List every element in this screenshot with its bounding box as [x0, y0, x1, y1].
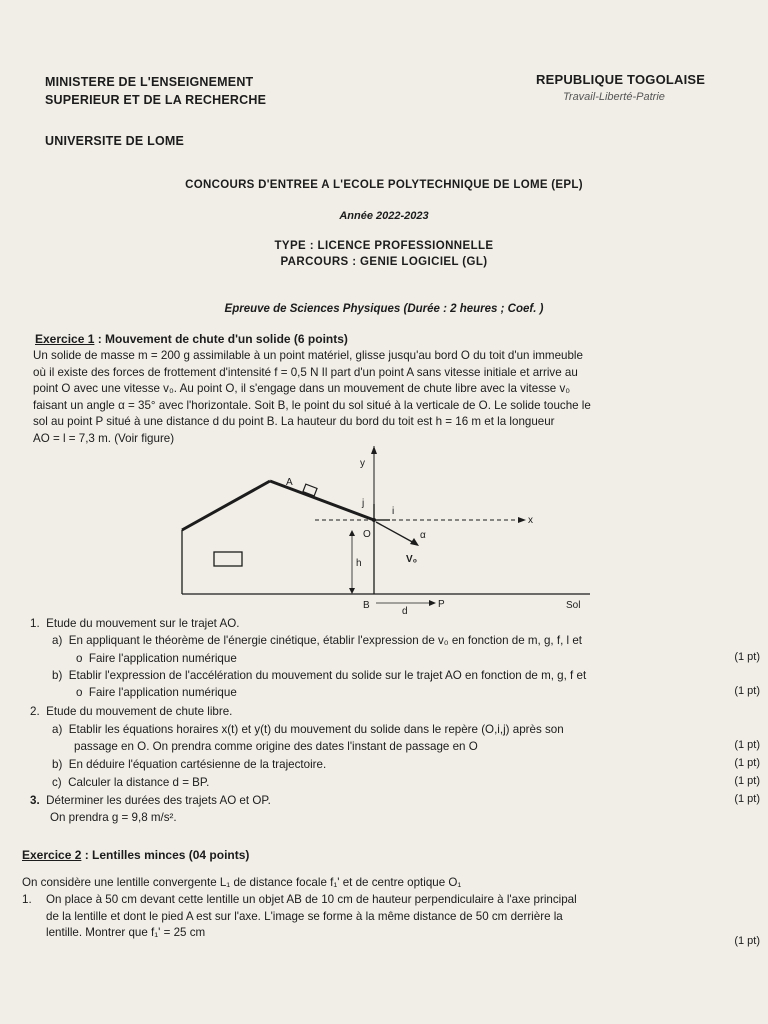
q-1a-points: (1 pt) — [734, 651, 760, 663]
exercise-2-q1-points: (1 pt) — [734, 935, 760, 947]
q-3-note — [50, 810, 177, 827]
ministry-line-2: SUPERIEUR ET DE LA RECHERCHE — [45, 93, 267, 107]
q-3 — [30, 793, 271, 810]
height-arrow-top — [349, 530, 355, 536]
q-num: o — [76, 652, 83, 665]
q-text: Calculer la distance d = BP. — [68, 776, 210, 789]
q-text: Faire l'application numérique — [88, 652, 237, 665]
velocity-arrow — [410, 538, 419, 546]
label-sol: Sol — [566, 600, 581, 611]
q1-line: de la lentille et dont le pied A est sur l'axe. L'image se forme à la même distance de 50 cm derrière la — [46, 909, 563, 923]
q-text: passage en O. On prendra comme origine des dates l'instant de passage en O — [74, 740, 478, 753]
q-3-points: (1 pt) — [734, 793, 760, 805]
q-2a-points: (1 pt) — [734, 739, 760, 751]
statement-line: AO = l = 7,3 m. (Voir figure) — [33, 431, 175, 445]
label-j: j — [362, 498, 365, 509]
q-text: Etablir l'expression de l'accélération du mouvement du solide sur le trajet AO en fonction de m, g, f et — [68, 669, 587, 682]
university-name: UNIVERSITE DE LOME — [45, 134, 185, 148]
exercise-1-title: : Mouvement de chute d'un solide (6 points) — [94, 332, 348, 346]
q-text: On prendra g = 9,8 m/s². — [50, 811, 177, 824]
q-text: Etablir les équations horaires x(t) et y(t) du mouvement du solide dans le repère (O,i,j) après son — [68, 723, 564, 736]
velocity-vector — [376, 522, 416, 544]
label-d: d — [402, 606, 408, 616]
epreuve-line: Epreuve de Sciences Physiques (Durée : 2 heures ; Coef. ) — [224, 303, 544, 315]
q-text: Etude du mouvement sur le trajet AO. — [46, 617, 240, 630]
exercise-2-label: Exercice 2 — [22, 848, 82, 862]
statement-line: Un solide de masse m = 200 g assimilable à un point matériel, glisse jusqu'au bord O du toit d'un immeuble — [33, 349, 583, 362]
roof-left-slope — [182, 481, 270, 530]
exercise-1-label: Exercice 1 — [35, 332, 95, 346]
q-2b-points: (1 pt) — [734, 757, 760, 769]
year: Année 2022-2023 — [339, 210, 429, 222]
label-B: B — [363, 600, 370, 611]
label-h: h — [356, 558, 362, 569]
q1-line: lentille. Montrer que f₁' = 25 cm — [46, 926, 206, 940]
concours-title: CONCOURS D'ENTREE A L'ECOLE POLYTECHNIQUE DE LOME (EPL) — [185, 179, 583, 191]
q-2b — [52, 757, 326, 774]
q-num: 3. — [30, 794, 40, 807]
house-window — [214, 552, 242, 566]
exercise-1-figure — [170, 446, 600, 616]
q-1 — [30, 616, 239, 633]
type-line: TYPE : LICENCE PROFESSIONNELLE — [274, 240, 494, 252]
q-num: b) — [52, 758, 63, 771]
statement-line: faisant un angle α = 35° avec l'horizontale. Soit B, le point du sol situé à la verticale de O. Le solide touche le — [33, 398, 591, 412]
republic-motto: Travail-Liberté-Patrie — [563, 91, 665, 103]
exercise-1-heading — [35, 332, 348, 346]
q-num: c) — [52, 776, 62, 789]
exercise-2-q1 — [46, 892, 577, 942]
parcours-line: PARCOURS : GENIE LOGICIEL (GL) — [280, 256, 488, 268]
q-text: En appliquant le théorème de l'énergie cinétique, établir l'expression de v₀ en fonction de m, g, f, l et — [68, 634, 582, 647]
exercise-2-q1-num: 1. — [22, 893, 32, 906]
statement-line: où il existe des forces de frottement d'intensité f = 0,5 N Il part d'un point A sans vitesse initiale et arrive au — [33, 365, 578, 379]
q-text: Déterminer les durées des trajets AO et OP. — [46, 794, 271, 807]
republic-name: REPUBLIQUE TOGOLAISE — [536, 72, 706, 87]
label-i: i — [392, 506, 395, 517]
height-arrow-bottom — [349, 588, 355, 594]
q-text: Etude du mouvement de chute libre. — [46, 705, 233, 718]
x-axis-arrow — [518, 517, 526, 523]
y-axis-arrow — [371, 446, 377, 454]
exercise-1-statement — [33, 348, 591, 448]
label-x: x — [528, 515, 533, 526]
q-text: En déduire l'équation cartésienne de la trajectoire. — [68, 758, 327, 771]
point-O — [372, 518, 376, 522]
q-2 — [30, 704, 232, 721]
q-1a-an — [76, 651, 237, 668]
label-A: A — [286, 477, 293, 488]
q-2a — [52, 722, 564, 739]
label-y: y — [360, 458, 365, 469]
exercise-2-heading — [22, 848, 249, 862]
q-1b-an — [76, 685, 237, 702]
label-alpha: α — [420, 530, 426, 541]
distance-d-arrow — [429, 600, 436, 606]
label-v0: V₀ — [406, 554, 418, 565]
q-1b-points: (1 pt) — [734, 685, 760, 697]
q-num: a) — [52, 634, 63, 647]
q-1a — [52, 633, 582, 650]
q-num: 2. — [30, 705, 40, 718]
exercise-2-intro: On considère une lentille convergente L₁ de distance focale f₁' et de centre optique O₁ — [22, 876, 462, 889]
q-num: a) — [52, 723, 63, 736]
q-2c — [52, 775, 209, 792]
statement-line: point O avec une vitesse v₀. Au point O, il s'engage dans un mouvement de chute libre avec la vitesse v₀ — [33, 382, 571, 396]
exercise-2-title: : Lentilles minces (04 points) — [81, 848, 250, 862]
q-text: Faire l'application numérique — [88, 686, 237, 699]
q1-line: On place à 50 cm devant cette lentille un objet AB de 10 cm de hauteur perpendiculaire à l'axe principal — [46, 893, 577, 906]
q-num: b) — [52, 669, 63, 682]
q-1b — [52, 668, 586, 685]
q-num: 1. — [30, 617, 40, 630]
q-2c-points: (1 pt) — [734, 775, 760, 787]
label-P: P — [438, 599, 445, 610]
statement-line: sol au point P situé à une distance d du point B. La hauteur du bord du toit est h = 16 m et la longueur — [33, 415, 555, 429]
label-O: O — [363, 529, 371, 540]
ministry-line-1: MINISTERE DE L'ENSEIGNEMENT — [45, 75, 254, 89]
q-2a-cont — [74, 739, 478, 756]
q-num: o — [76, 686, 83, 699]
